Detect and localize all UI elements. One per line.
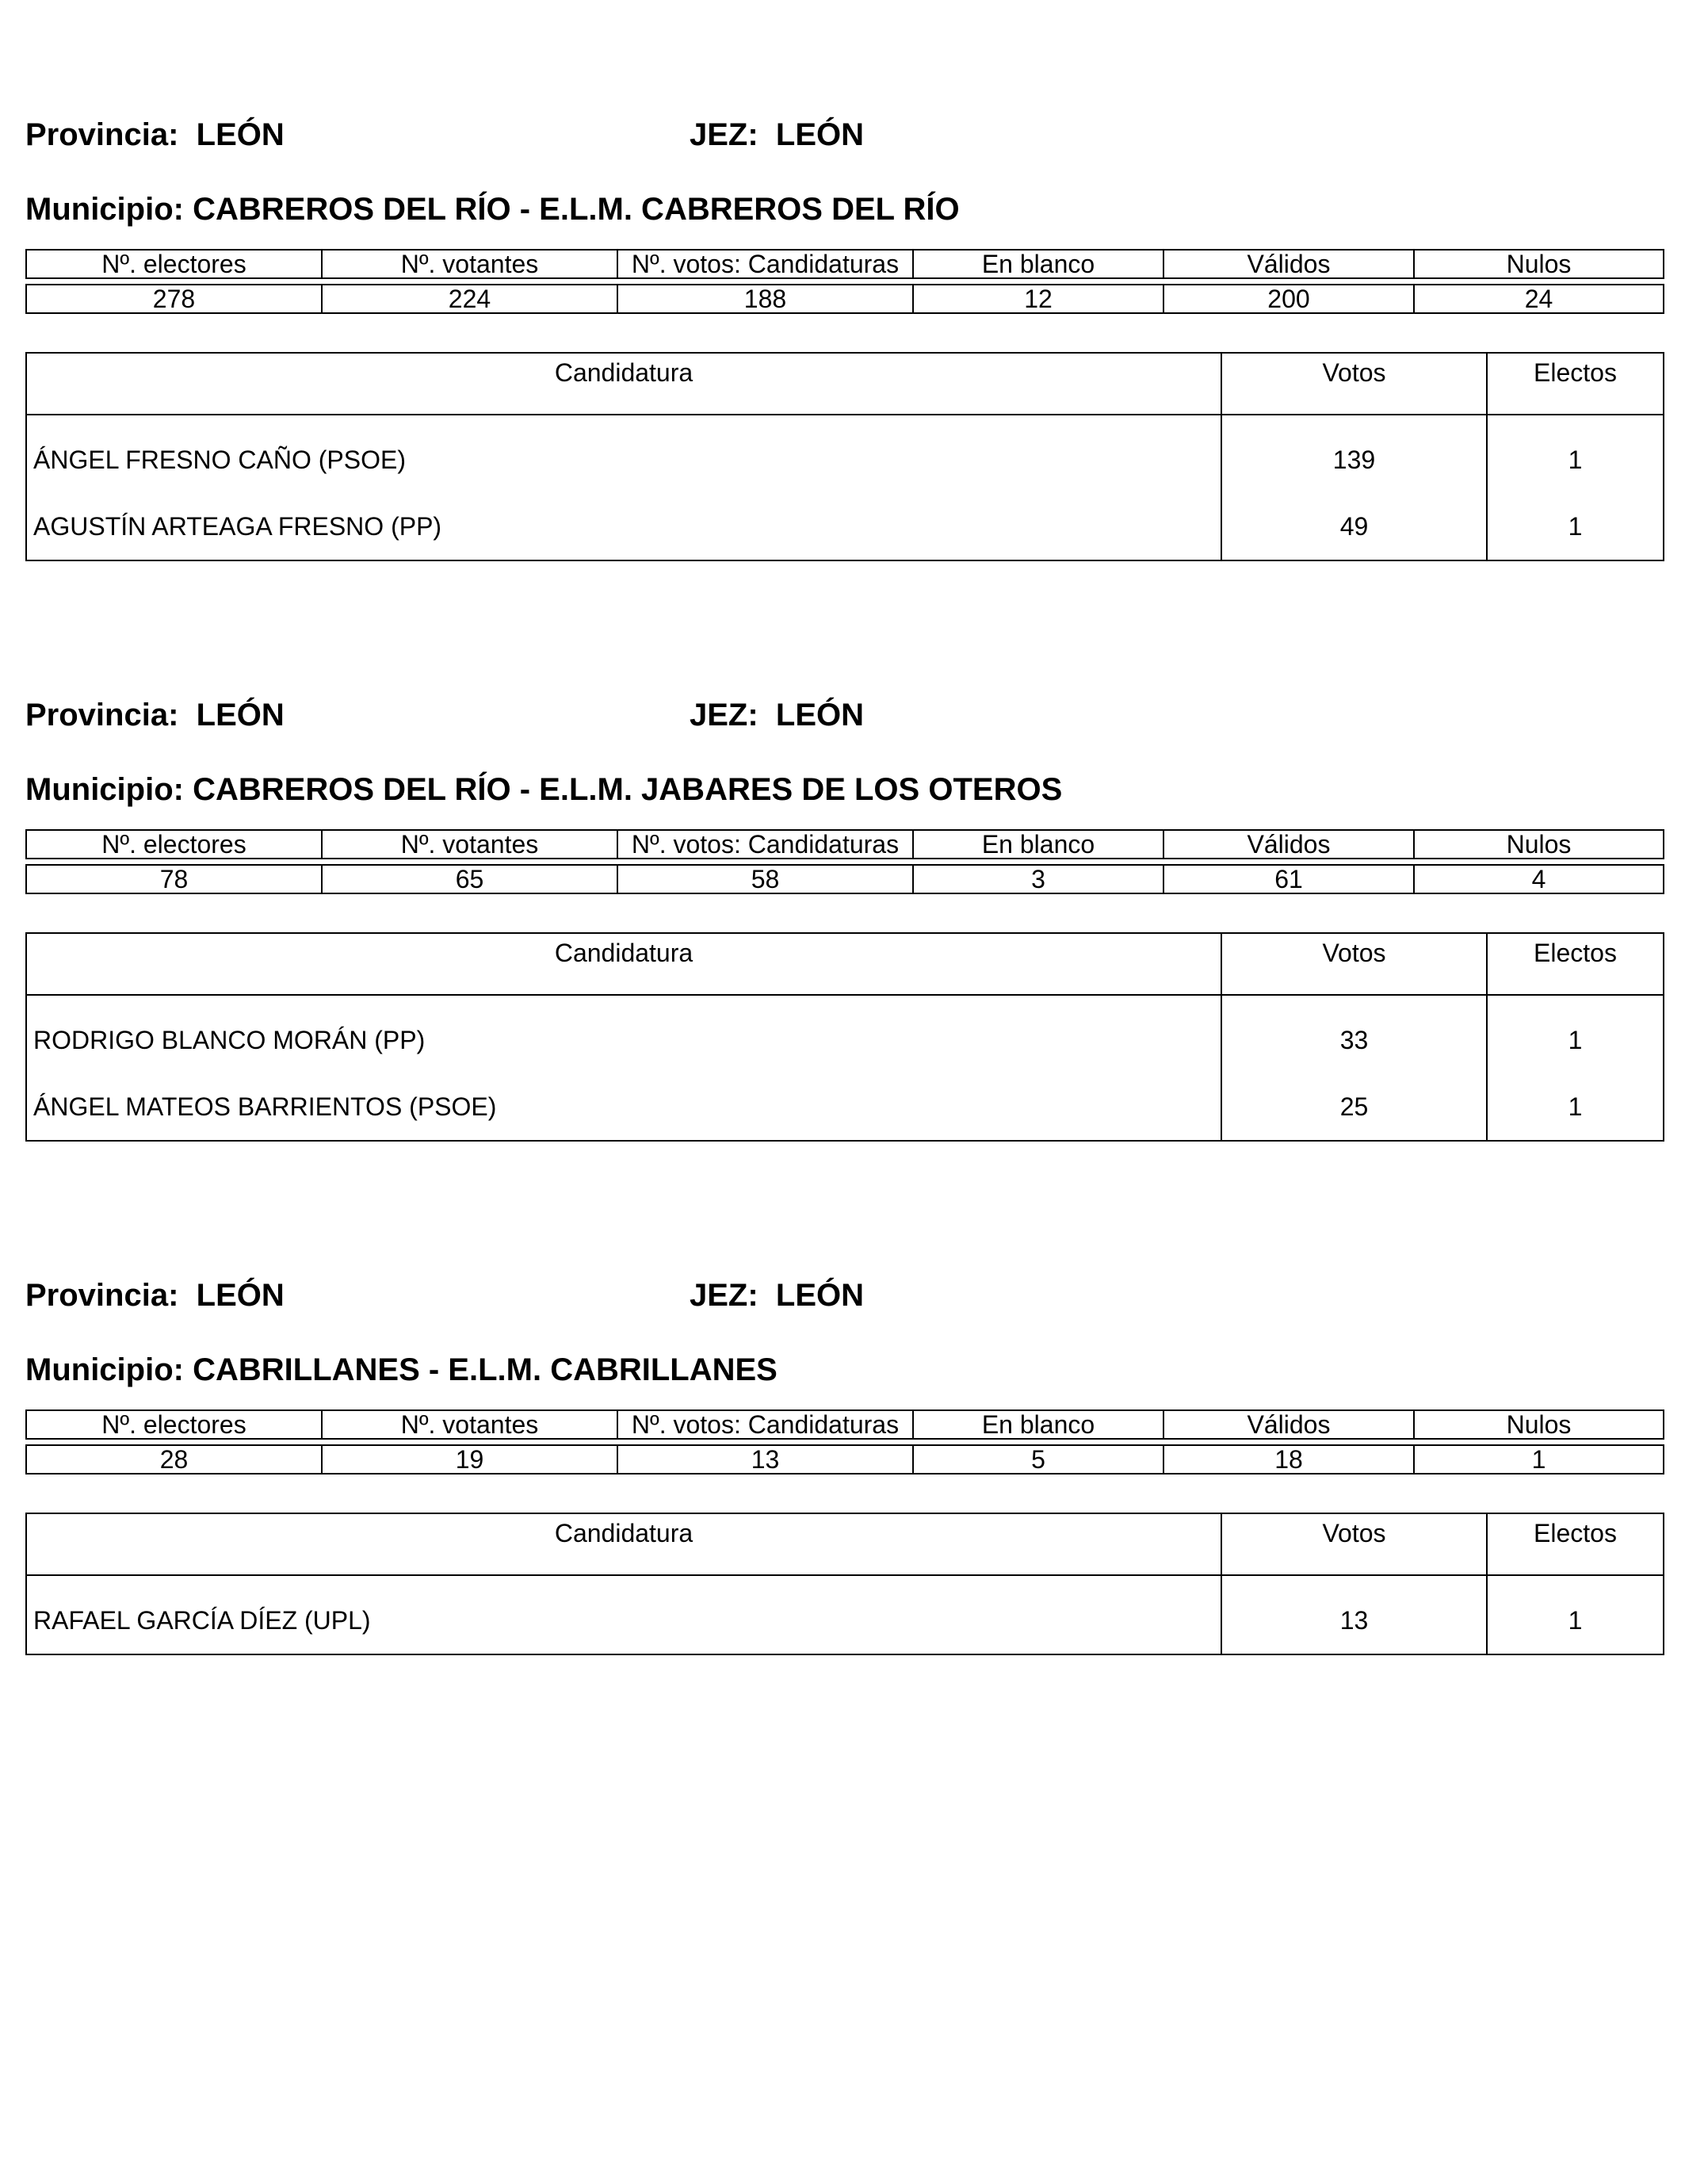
value-validos: 61 [1163, 865, 1414, 893]
header-votos: Votos [1221, 353, 1487, 415]
value-en-blanco: 5 [913, 1445, 1163, 1474]
header-electos: Electos [1487, 933, 1664, 995]
header-votos-candidaturas: Nº. votos: Candidaturas [617, 830, 913, 859]
summary-header-row [26, 250, 1664, 278]
provincia-text: Provincia: LEÓN [25, 1278, 285, 1313]
municipio-title: Municipio: CABRILLANES - E.L.M. CABRILLANES [25, 1352, 778, 1387]
value-votantes: 224 [322, 285, 617, 313]
header-en-blanco: En blanco [913, 830, 1163, 859]
value-votantes: 19 [322, 1445, 617, 1474]
header-nulos: Nulos [1414, 250, 1664, 278]
candidate-electos: 1 [1487, 415, 1664, 493]
candidates-table [25, 352, 1664, 561]
value-nulos: 1 [1414, 1445, 1664, 1474]
candidate-row [26, 1575, 1664, 1654]
candidate-votos: 13 [1221, 1575, 1487, 1654]
candidate-votos: 25 [1221, 1073, 1487, 1141]
header-electos: Electos [1487, 1513, 1664, 1575]
value-nulos: 24 [1414, 285, 1664, 313]
summary-value-row [26, 1445, 1664, 1474]
candidate-name: ÁNGEL FRESNO CAÑO (PSOE) [26, 415, 1221, 493]
province-line [25, 691, 1663, 739]
header-validos: Válidos [1163, 1410, 1414, 1439]
municipality-section-3 [25, 1272, 1663, 1655]
header-votantes: Nº. votantes [322, 250, 617, 278]
candidate-row [26, 415, 1664, 493]
header-electores: Nº. electores [26, 1410, 322, 1439]
summary-table [25, 249, 1664, 314]
header-candidatura: Candidatura [26, 933, 1221, 995]
value-en-blanco: 3 [913, 865, 1163, 893]
header-nulos: Nulos [1414, 1410, 1664, 1439]
header-candidatura: Candidatura [26, 1513, 1221, 1575]
candidate-row [26, 493, 1664, 560]
candidate-votos: 33 [1221, 995, 1487, 1073]
header-votos: Votos [1221, 1513, 1487, 1575]
value-validos: 18 [1163, 1445, 1414, 1474]
value-electores: 28 [26, 1445, 322, 1474]
candidate-name: ÁNGEL MATEOS BARRIENTOS (PSOE) [26, 1073, 1221, 1141]
jez-text: JEZ: LEÓN [690, 698, 865, 732]
candidate-row [26, 995, 1664, 1073]
header-electores: Nº. electores [26, 250, 322, 278]
jez-text: JEZ: LEÓN [690, 1278, 865, 1313]
value-votantes: 65 [322, 865, 617, 893]
candidates-table [25, 1513, 1664, 1655]
candidates-table [25, 932, 1664, 1142]
value-votos-candidaturas: 58 [617, 865, 913, 893]
header-votos-candidaturas: Nº. votos: Candidaturas [617, 1410, 913, 1439]
header-nulos: Nulos [1414, 830, 1664, 859]
candidate-electos: 1 [1487, 1575, 1664, 1654]
municipio-title: Municipio: CABREROS DEL RÍO - E.L.M. JABARES DE LOS OTEROS [25, 772, 1063, 807]
provincia-text: Provincia: LEÓN [25, 698, 285, 732]
candidate-electos: 1 [1487, 493, 1664, 560]
candidate-name: RAFAEL GARCÍA DÍEZ (UPL) [26, 1575, 1221, 1654]
candidates-header-row [26, 1513, 1664, 1575]
value-votos-candidaturas: 188 [617, 285, 913, 313]
province-line [25, 111, 1663, 159]
candidate-name: RODRIGO BLANCO MORÁN (PP) [26, 995, 1221, 1073]
candidate-votos: 49 [1221, 493, 1487, 560]
header-votos: Votos [1221, 933, 1487, 995]
value-en-blanco: 12 [913, 285, 1163, 313]
candidate-votos: 139 [1221, 415, 1487, 493]
header-candidatura: Candidatura [26, 353, 1221, 415]
header-electos: Electos [1487, 353, 1664, 415]
province-line [25, 1272, 1663, 1319]
candidates-header-row [26, 353, 1664, 415]
provincia-text: Provincia: LEÓN [25, 117, 285, 152]
candidate-electos: 1 [1487, 995, 1664, 1073]
municipality-section-1 [25, 111, 1663, 561]
header-validos: Válidos [1163, 830, 1414, 859]
value-electores: 78 [26, 865, 322, 893]
summary-table [25, 829, 1664, 894]
header-votantes: Nº. votantes [322, 1410, 617, 1439]
summary-value-row [26, 285, 1664, 313]
header-electores: Nº. electores [26, 830, 322, 859]
header-en-blanco: En blanco [913, 1410, 1163, 1439]
summary-header-row [26, 1410, 1664, 1439]
candidates-header-row [26, 933, 1664, 995]
candidate-name: AGUSTÍN ARTEAGA FRESNO (PP) [26, 493, 1221, 560]
header-validos: Válidos [1163, 250, 1414, 278]
summary-value-row [26, 865, 1664, 893]
header-en-blanco: En blanco [913, 250, 1163, 278]
municipio-title: Municipio: CABREROS DEL RÍO - E.L.M. CABREROS DEL RÍO [25, 192, 960, 227]
header-votos-candidaturas: Nº. votos: Candidaturas [617, 250, 913, 278]
value-nulos: 4 [1414, 865, 1664, 893]
value-electores: 278 [26, 285, 322, 313]
header-votantes: Nº. votantes [322, 830, 617, 859]
candidate-electos: 1 [1487, 1073, 1664, 1141]
value-votos-candidaturas: 13 [617, 1445, 913, 1474]
candidate-row [26, 1073, 1664, 1141]
jez-text: JEZ: LEÓN [690, 117, 865, 152]
summary-table [25, 1409, 1664, 1474]
municipality-section-2 [25, 691, 1663, 1142]
value-validos: 200 [1163, 285, 1414, 313]
summary-header-row [26, 830, 1664, 859]
